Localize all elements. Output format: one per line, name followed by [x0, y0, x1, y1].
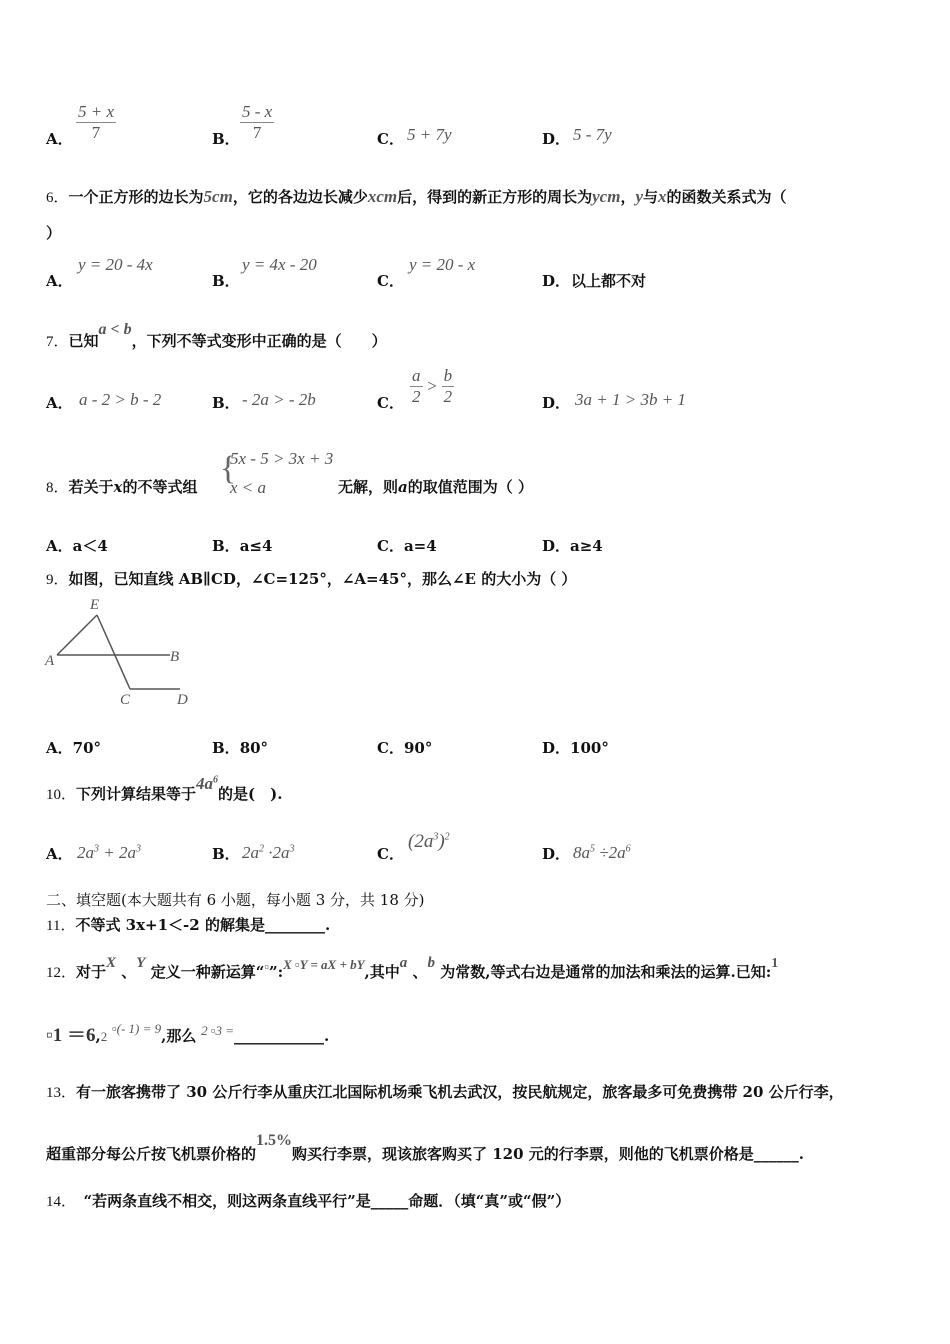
question-12-line-1: [46, 955, 779, 982]
q10-option-c-label: C．: [377, 845, 404, 863]
q10-c-inner-exp: 3: [433, 831, 439, 843]
q8-system-brace: {: [220, 450, 237, 487]
q13-number: 13．: [46, 1085, 77, 1101]
q10-target: [196, 774, 218, 793]
question-7-stem: [46, 321, 387, 351]
q12-text-5: ,其中: [364, 963, 400, 981]
q9-c-label: C．: [377, 739, 404, 757]
q8-b-text: a≤4: [239, 537, 273, 555]
question-6-stem: [46, 186, 787, 207]
label-a: A: [45, 653, 55, 669]
q9-option-c: [377, 737, 432, 758]
q10-b-op: ·: [264, 843, 273, 862]
q6-text-1: 一个正方形的边长为: [68, 188, 204, 206]
q7-c-operator: >: [427, 376, 437, 396]
q10-text-2: 的是( ).: [218, 785, 283, 803]
q7-number: 7．: [46, 334, 69, 350]
q13-text-1: 超重部分每公斤按飞机票价格的: [46, 1145, 257, 1163]
q9-b-label: B．: [212, 739, 240, 757]
q6-option-d-text: 以上都不对: [571, 272, 647, 290]
q12-given-eq-2: ▫(- 1) = 9: [112, 1021, 162, 1036]
q7-c-den-b: 2: [443, 387, 453, 406]
q8-text-2: 的不等式组: [122, 478, 198, 496]
q10-target-exp: 6: [213, 774, 219, 786]
q5-b-denominator: 7: [252, 123, 262, 142]
q10-option-d-expr: [573, 843, 631, 863]
q10-a-exp2: 3: [135, 843, 141, 855]
q12-given-eq-1: ▫1 ＝6: [46, 1025, 96, 1046]
q9-d-text: 100°: [570, 739, 609, 757]
q12-text-6: 、: [412, 963, 428, 981]
q7-c-frac-b: [442, 366, 455, 407]
q12-text-8: ,那么: [161, 1027, 197, 1045]
q9-b-text: 80°: [239, 739, 269, 757]
q5-option-b-fraction: [240, 102, 274, 143]
q10-text-1: 下列计算结果等于: [76, 785, 197, 803]
q10-b-exp2: 3: [289, 843, 295, 855]
section-2-heading: 二、填空题(本大题共有 6 小题，每小题 3 分，共 18 分): [46, 891, 425, 909]
question-10-stem: [46, 774, 283, 804]
q13-text-2: 购买行李票，现该旅客购买了 120 元的行李票，则他的飞机票价格是______.: [292, 1145, 804, 1163]
q12-var-a: a: [399, 955, 408, 971]
q5-option-b-label: B．: [212, 130, 240, 148]
q7-option-d-label: D．: [542, 394, 571, 412]
q10-option-b-label: B．: [212, 845, 240, 863]
q6-var-x: x: [658, 187, 667, 206]
q9-a-text: 70°: [72, 739, 102, 757]
q8-text-3: 无解，则: [338, 478, 399, 496]
q9-number: 9．: [46, 572, 69, 588]
q7-text-1: 已知: [68, 332, 99, 350]
q8-c-label: C．: [377, 537, 404, 555]
q8-a-text: a＜4: [72, 537, 108, 555]
q8-system-row-1: 5x - 5 > 3x + 3: [230, 449, 334, 468]
q8-a-label: A．: [46, 537, 73, 555]
q6-option-c-expr: y = 20 - x: [409, 255, 476, 274]
question-14: [46, 1190, 570, 1211]
q6-close-paren: ）: [46, 224, 62, 242]
q10-option-a-label: A．: [46, 845, 73, 863]
q10-option-c-expr: [408, 831, 450, 853]
q9-option-b: [212, 737, 268, 758]
q10-a-base1: 2a: [77, 843, 94, 862]
q7-option-a-expr: a - 2 > b - 2: [79, 390, 162, 409]
q14-number: 14．: [46, 1194, 69, 1210]
q8-system-row-2: x < a: [230, 478, 267, 497]
label-d: D: [177, 692, 188, 708]
q12-text-7: 为常数,等式右边是通常的加法和乘法的运算.已知:: [440, 963, 772, 981]
q6-option-a-label: A．: [46, 272, 73, 290]
q9-d-label: D．: [542, 739, 571, 757]
q5-option-a-fraction: [76, 102, 116, 143]
q10-a-op: +: [99, 843, 119, 862]
q7-option-d-expr: 3a + 1 > 3b + 1: [575, 390, 686, 409]
line-ec: [97, 615, 130, 689]
q7-condition: a < b: [98, 321, 132, 338]
q12-var-b: b: [427, 955, 436, 971]
q10-d-base2: 2a: [608, 843, 626, 862]
q10-c-base: (2a: [408, 831, 434, 852]
q8-option-a: [46, 535, 108, 556]
q6-var-y: y: [635, 187, 644, 206]
q10-d-exp2: 6: [625, 843, 631, 855]
q8-option-d: [542, 535, 603, 556]
q9-geometry-figure: [40, 592, 210, 710]
q8-option-b: [212, 535, 272, 556]
q7-option-c-expr: [410, 366, 454, 407]
q10-a-base2: 2a: [118, 843, 136, 862]
q8-option-c: [377, 535, 437, 556]
line-ae: [57, 615, 97, 655]
q12-query: 2 ▫3 =: [201, 1023, 235, 1038]
question-12-line-2: [46, 1020, 329, 1047]
q7-option-a-label: A．: [46, 394, 73, 412]
q13-percentage: 1.5%: [256, 1132, 293, 1149]
q11-number: 11．: [46, 918, 76, 934]
q5-option-c-label: C．: [377, 130, 404, 148]
q6-text-4: ，: [620, 188, 636, 206]
q6-text-3: 后，得到的新正方形的周长为: [397, 188, 593, 206]
q12-given-2-lhs: 2: [100, 1029, 108, 1044]
q14-text: “若两条直线不相交，则这两条直线平行”是_____命题．（填“真”或“假”）: [83, 1192, 571, 1210]
label-c: C: [120, 692, 131, 708]
q5-option-a-label: A．: [46, 130, 73, 148]
q12-var-x: X: [106, 955, 117, 971]
q7-option-b-label: B．: [212, 394, 240, 412]
q12-operator-symbol: ▫: [264, 959, 269, 974]
q11-text: 不等式 3x+1＜-2 的解集是________.: [75, 916, 331, 934]
q9-option-d: [542, 737, 609, 758]
q13-text-line-1: 有一旅客携带了 30 公斤行李从重庆江北国际机场乘飞机去武汉，按民航规定，旅客最多可免费携带 20 公斤行李，: [76, 1083, 844, 1101]
q10-b-exp1: 2: [259, 843, 264, 855]
q7-option-b-expr: - 2a > - 2b: [242, 390, 316, 409]
label-b: B: [170, 649, 180, 665]
q8-d-text: a≥4: [570, 537, 603, 555]
q7-text-2: ，下列不等式变形中正确的是（ ）: [131, 332, 387, 350]
q6-option-b-expr: y = 4x - 20: [242, 255, 317, 274]
q9-a-label: A．: [46, 739, 73, 757]
q10-d-op: ÷: [595, 843, 609, 862]
q12-blank: ____________.: [234, 1027, 330, 1045]
q7-c-num-b: b: [443, 366, 453, 385]
q8-b-label: B．: [212, 537, 240, 555]
q12-text-4: ”:: [268, 963, 284, 981]
q10-a-exp1: 3: [94, 843, 99, 855]
q12-given-1: 1: [771, 956, 779, 971]
q6-perimeter: ycm: [592, 187, 621, 206]
q9-c-text: 90°: [403, 739, 433, 757]
q12-comma: ,: [95, 1027, 101, 1045]
q8-text-4: 的取值范围为（ ）: [407, 478, 533, 496]
question-8-stem-start: [46, 476, 198, 497]
q10-d-exp1: 5: [590, 843, 595, 855]
question-9-stem: [46, 568, 576, 589]
q8-var-x: x: [113, 478, 123, 496]
q9-option-a: [46, 737, 101, 758]
question-13-line-2: [46, 1132, 804, 1164]
q6-option-b-label: B．: [212, 272, 240, 290]
q10-b-base1: 2a: [242, 843, 259, 862]
q7-c-frac-a: [410, 366, 423, 407]
q7-c-den-a: 2: [412, 387, 421, 406]
q6-option-c-label: C．: [377, 272, 404, 290]
q12-definition: X ▫Y = aX + bY: [283, 957, 365, 972]
q10-option-a-expr: [77, 843, 141, 863]
q5-option-d-expr: 5 - 7y: [573, 125, 612, 144]
question-11: [46, 914, 330, 935]
q8-text-1: 若关于: [68, 478, 114, 496]
q10-d-base1: 8a: [573, 843, 590, 862]
q10-option-d-label: D．: [542, 845, 571, 863]
q12-number: 12．: [46, 965, 77, 981]
q12-text-2: 、: [121, 963, 137, 981]
q6-decrease: xcm: [367, 187, 398, 206]
q6-option-d-label: D．: [542, 272, 571, 290]
q5-option-c-expr: 5 + 7y: [407, 125, 452, 144]
label-e: E: [90, 597, 100, 613]
q7-c-num-a: a: [412, 366, 421, 385]
q8-d-label: D．: [542, 537, 571, 555]
q8-number: 8．: [46, 480, 69, 496]
question-8-stem-end: [338, 476, 533, 497]
q6-text-5: 与: [643, 188, 659, 206]
q10-c-outer-exp: 2: [444, 831, 450, 843]
q8-c-text: a=4: [403, 537, 437, 555]
q12-text-3: 定义一种新运算“: [150, 963, 265, 981]
q10-option-b-expr: [242, 843, 295, 863]
question-13-line-1: [46, 1081, 844, 1102]
q5-option-d-label: D．: [542, 130, 571, 148]
q9-text: 如图，已知直线 AB∥CD，∠C=125°，∠A=45°，那么∠E 的大小为（ ）: [68, 570, 577, 588]
q6-option-a-expr: y = 20 - 4x: [78, 255, 153, 274]
q7-option-c-label: C．: [377, 394, 404, 412]
q6-side-length: 5cm: [203, 187, 233, 206]
q6-text-6: 的函数关系式为（: [666, 188, 787, 206]
q12-var-y: Y: [136, 955, 146, 971]
q8-var-a: a: [398, 478, 408, 496]
q10-b-base2: 2a: [272, 843, 290, 862]
q12-text-1: 对于: [76, 963, 107, 981]
q10-target-base: 4a: [196, 774, 214, 793]
q10-number: 10．: [46, 787, 77, 803]
q5-b-numerator: 5 - x: [242, 102, 273, 121]
q6-text-2: ，它的各边边长减少: [232, 188, 368, 206]
q5-a-denominator: 7: [91, 123, 101, 142]
q6-number: 6．: [46, 190, 69, 206]
q5-a-numerator: 5 + x: [78, 102, 115, 121]
q10-c-close: ): [438, 831, 445, 852]
